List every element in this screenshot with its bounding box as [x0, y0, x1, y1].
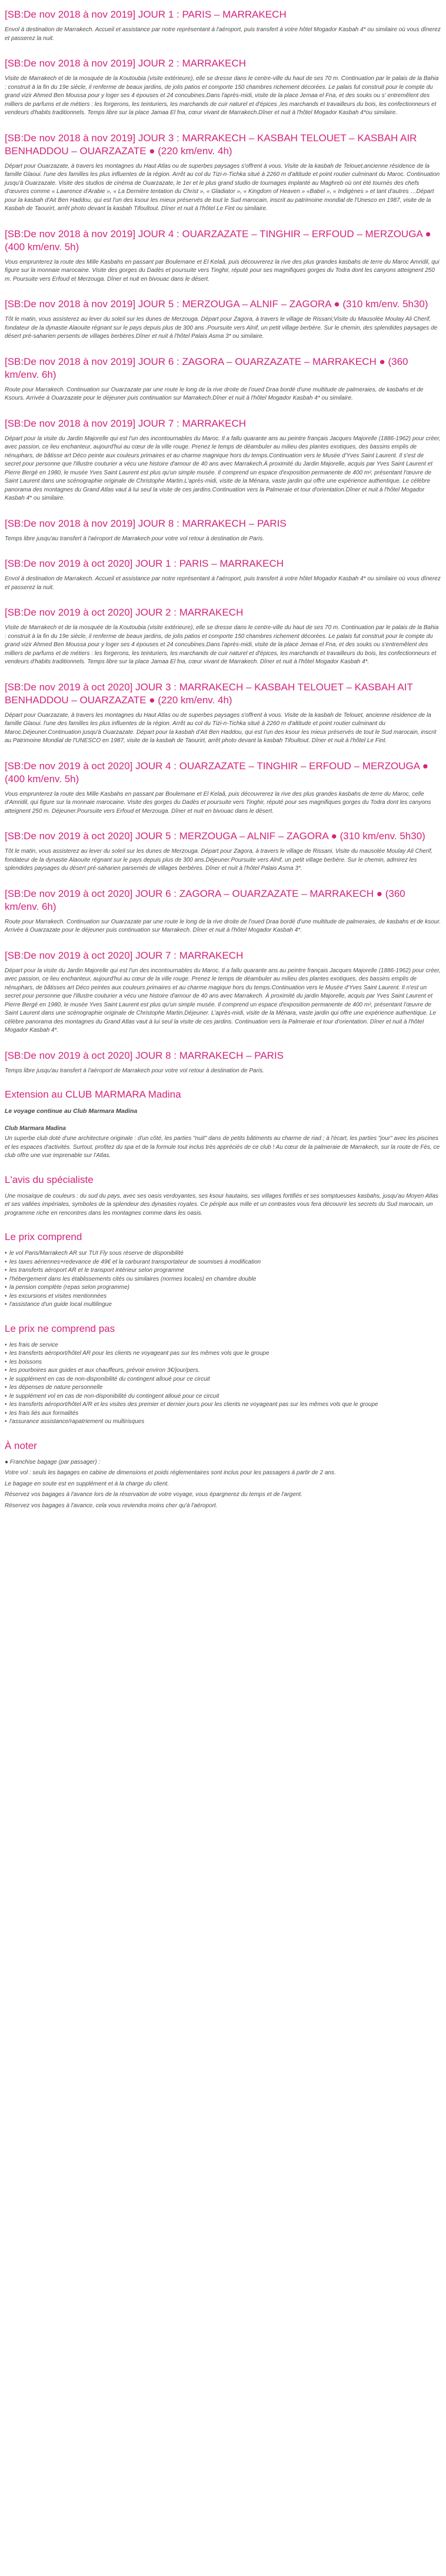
itinerary-day	[5, 124, 441, 214]
day-title: [SB:De nov 2018 à nov 2019] JOUR 1 : PARIS – MARRAKECH	[5, 9, 287, 20]
itinerary	[5, 0, 441, 1075]
list-item: • les frais liés aux formalités	[5, 1410, 441, 1418]
day-title: [SB:De nov 2019 à oct 2020] JOUR 2 : MARRAKECH	[5, 607, 244, 618]
day-title: [SB:De nov 2018 à nov 2019] JOUR 6 : ZAGORA – OUARZAZATE – MARRAKECH ● (360 km/env. 6h)	[5, 355, 408, 380]
excluded-section	[5, 1322, 441, 1427]
day-description: Départ pour Ouarzazate, à travers les montagnes du Haut Atlas ou de superbes paysages s'offrent à vous. Visite de la kasbah de Telouet, ancienne résidence de la famille Glaoui. l'une des familles les plus influentes de la région. Arrêt au col du Tizi-n-Tichka situé à 2260 m d'altitude et point routier culminant du Maroc.Déjeuner.Continuation jusqu'à Ouarzazate. Départ pour la kasbah d'Ait Ben Haddou, qui est l'un des ksour les mieux préservés de tout le Sud marocain, inscrit au Patrimoine Mondial de l'UNESCO en 1987, visite de la kasbah de Taourirt, arrêt photo devant la kasbah Tifoultout. Dîner et nuit à l'hôtel Le Fint.	[5, 712, 437, 744]
day-title: [SB:De nov 2018 à nov 2019] JOUR 2 : MARRAKECH	[5, 58, 247, 69]
itinerary-day	[5, 49, 441, 118]
itinerary-day	[5, 0, 441, 43]
note-line: Le bagage en soute est en supplément et à la charge du client.	[5, 1480, 169, 1487]
itinerary-day	[5, 409, 441, 503]
club-name: Club Marmara Madina	[5, 1125, 66, 1132]
list-item: • la pension complète (repas selon programme)	[5, 1284, 441, 1292]
itinerary-day	[5, 347, 441, 403]
day-title: [SB:De nov 2018 à nov 2019] JOUR 5 : MERZOUGA – ALNIF – ZAGORA ● (310 km/env. 5h30)	[5, 298, 428, 310]
day-title: [SB:De nov 2019 à oct 2020] JOUR 5 : MERZOUGA – ALNIF – ZAGORA ● (310 km/env. 5h30)	[5, 830, 425, 842]
day-description: Envol à destination de Marrakech. Accueil et assistance par notre représentant à l'aéroport, puis transfert à votre hôtel Mogador Kasbah 4* ou similaire où vous dînerez et passerez la nuit.	[5, 576, 441, 591]
extension-section	[5, 1088, 441, 1161]
notes-lines	[5, 1458, 441, 1511]
included-list	[5, 1249, 441, 1309]
day-description: Tôt le matin, vous assisterez au lever du soleil sur les dunes de Merzouga. Départ pour Zagora, à travers le village de Rissani. Visite du mausolée Moulay Ali Cherif, fondateur de la dynastie Alaouite régnant sur le pays depuis plus de 300 ans.Déjeuner.Poursuite vers Alnif, un petit village berbère. Sur le chemin, admirez les splendides paysages du désert pré-saharien parsemés de villages berbères. Dîner et nuit à l'hôtel Palais Asma 3*.	[5, 848, 433, 872]
list-item: • les frais de service	[5, 1341, 441, 1350]
notes-title: À noter	[5, 1440, 37, 1451]
day-description: Envol à destination de Marrakech. Accueil et assistance par notre représentant à l'aéroport, puis transfert à votre hôtel Mogador Kasbah 4* ou similaire où vous dînerez et passerez la nuit.	[5, 26, 441, 42]
day-title: [SB:De nov 2019 à oct 2020] JOUR 7 : MARRAKECH	[5, 949, 244, 961]
specialist-text: Une mosaïque de couleurs : du sud du pays, avec ses oasis verdoyantes, ses ksour hautains, ses villages fortifiés et ses somptueuses kasbahs, jusqu'au Moyen Atlas et ses vallées impériales, symboles de la splendeur des dynasties royales. Ce périple aux mille et un contrastes vous fera découvrir les secrets du Sud marocain, un programme riche en rencontres dans les montagnes comme dans les oasis.	[5, 1192, 438, 1216]
note-line: ● Franchise bagage (par passager) :	[5, 1458, 101, 1465]
list-item: • les excursions et visites mentionnées	[5, 1292, 441, 1301]
day-title: [SB:De nov 2019 à oct 2020] JOUR 3 : MARRAKECH – KASBAH TELOUET – KASBAH AIT BENHADDOU – OUARZAZATE ● (220 km/env. 4h)	[5, 681, 413, 706]
list-item: • l'hébergement dans les établissements cités ou similaires (normes locales) en chambre double	[5, 1275, 441, 1284]
itinerary-day	[5, 673, 441, 746]
list-item: • le supplément en cas de non-disponibilité du contingent alloué pour ce circuit	[5, 1375, 441, 1384]
list-item: • le supplément vol en cas de non-disponibilité du contingent alloué pour ce circuit	[5, 1392, 441, 1401]
itinerary-day	[5, 752, 441, 816]
itinerary-day	[5, 598, 441, 667]
list-item: • les dépenses de nature personnelle	[5, 1384, 441, 1392]
note-line: Votre vol : seuls les bagages en cabine de dimensions et poids réglementaires sont inclus pour les passagers à partir de 2 ans.	[5, 1470, 336, 1476]
day-description: Temps libre jusqu'au transfert à l'aéroport de Marrakech pour votre vol retour à destination de Paris.	[5, 1067, 264, 1074]
itinerary-day	[5, 822, 441, 873]
list-item: • les taxes aériennes+redevance de 49€ et la carburant transportateur de soumises à modification	[5, 1258, 441, 1267]
itinerary-day	[5, 941, 441, 1035]
included-title: Le prix comprend	[5, 1231, 82, 1242]
excluded-title: Le prix ne comprend pas	[5, 1322, 115, 1334]
day-title: [SB:De nov 2019 à oct 2020] JOUR 6 : ZAGORA – OUARZAZATE – MARRAKECH ● (360 km/env. 6h)	[5, 888, 405, 912]
day-title: [SB:De nov 2018 à nov 2019] JOUR 4 : OUARZAZATE – TINGHIR – ERFOUD – MERZOUGA ● (400 km/env. 5h)	[5, 228, 431, 252]
list-item: • l'assistance d'un guide local multilingue	[5, 1301, 441, 1309]
day-title: [SB:De nov 2019 à oct 2020] JOUR 8 : MARRAKECH – PARIS	[5, 1049, 284, 1061]
day-title: [SB:De nov 2019 à oct 2020] JOUR 4 : OUARZAZATE – TINGHIR – ERFOUD – MERZOUGA ● (400 km/env. 5h)	[5, 760, 429, 785]
included-section	[5, 1231, 441, 1309]
list-item: • les transferts aéroport/hôtel AR pour les clients ne voyageant pas sur les mêmes vols que le groupe	[5, 1350, 441, 1358]
note-line: Réservez vos bagages à l'avance lors de la réservation de votre voyage, vous épargnerez du temps et de l'argent.	[5, 1491, 302, 1498]
excluded-list	[5, 1341, 441, 1427]
extension-title: Extension au CLUB MARMARA Madina	[5, 1089, 181, 1100]
day-title: [SB:De nov 2018 à nov 2019] JOUR 7 : MARRAKECH	[5, 417, 247, 429]
itinerary-day	[5, 220, 441, 284]
note-line: Réservez vos bagages à l'avance, cela vous reviendra moins cher qu'à l'aéroport.	[5, 1502, 218, 1509]
day-description: Départ pour la visite du Jardin Majorelle qui est l'un des incontournables du Maroc. Il a fallu quarante ans au peintre français Jacques Majorelle (1886-1962) pour créer, avec passion, ce lieu enchanteur, aujourd'hui au cœur de la ville rouge. Prenez le temps de déambuler au milieu des plantes exotiques, des bassins emplis de nénuphars, de bâtisses art Déco peintes aux couleurs primaires et au charme magique hors du temps.Continuation vers le Musée d'Yves Saint Laurent. Il n'est un secret pour personne que l'illustre couturier a vécu une histoire d'amour de 40 ans avec Marrakech. À proximité du jardin Majorelle, acquis par Yves Saint Laurent et Pierre Bergé en 1980, le musée Yves Saint Laurent est plus qu'un simple musée. Il comprend un espace d'exposition permanente de 400 m², présentant l'œuvre de Saint Laurent dans une scénographie originale de Christophe Martin.Déjeuner. L'après-midi, visite de la Ménara, vaste jardin qui offre une expérience authentique. Le célèbre panorama des montagnes du Grand Atlas vaut à lui seul la visite de ces jardins. Continuation vers la Palmeraie et tour d'orientation. Dîner et nuit à l'hôtel Mogador Kasbah 4*.	[5, 967, 441, 1033]
day-description: Tôt le matin, vous assisterez au lever du soleil sur les dunes de Merzouga. Départ pour Zagora, à travers le village de Rissani;Visite du Mausolée Moulay Ali Cherif, fondateur de la dynastie Alaouite régnant sur le pays depuis plus de 300 ans .Poursuite vers Alnif, un petit village berbère. Sur le chemin, des splendides paysages de désert pré-saharien persents de villages berbères.Dîner et nuit à l'hôtel Palais Asma 3* ou similaire.	[5, 316, 438, 340]
day-title: [SB:De nov 2019 à oct 2020] JOUR 1 : PARIS – MARRAKECH	[5, 558, 284, 569]
itinerary-day	[5, 290, 441, 341]
itinerary-day	[5, 549, 441, 592]
specialist-section	[5, 1174, 441, 1218]
day-description: Route pour Marrakech. Continuation sur Ouarzazate par une route le long de la rive droite de l'oued Draa bordé d'une multitude de palmeraies, de kasbahs et de ksour. Arrivée à Ouarzazate pour le déjeuner puis continuation sur Marrakech. Dîner et nuit à l'hôtel Mogador Kasbah 4*.	[5, 918, 441, 933]
day-title: [SB:De nov 2018 à nov 2019] JOUR 8 : MARRAKECH – PARIS	[5, 517, 287, 529]
itinerary-day	[5, 509, 441, 544]
list-item: • les pourboires aux guides et aux chauffeurs, prévoir environ 3€/jour/pers.	[5, 1367, 441, 1375]
day-description: Visite de Marrakech et de la mosquée de la Koutoubia (visite extérieure), elle se dresse dans le centre-ville du haut de ses 70 m. Continuation par le palais de la Bahia : construit à la fin du 19e siècle, il renferme de beaux jardins, de jolis patios et comporte 150 chambres richement décorées. Le palais fut construit pour le compte du grand vizir Ahmed Ben Moussa pour y loger ses 4 épouses et 24 concubines.Dans l'après-midi, visite de la place Jemaa el Fna, et des souks ou s'entremêlent des milliers de parfums et de métiers : les forgerons, les teinturiers, les marchands de cuir naturel et d'épices, les marchands et travailleurs du bois, les confectionneurs et vendeurs d'habits traditionnels. Temps libre sur la place Jamaa El fna, cœur vivant de Marrakech. Dîner et nuit à l'hôtel Mogador Kasbah 4*.	[5, 624, 439, 665]
specialist-title: L'avis du spécialiste	[5, 1174, 94, 1185]
day-description: Départ pour Ouarzazate, à travers les montagnes du Haut Atlas ou de superbes paysages s'offrent à vous. Visite de la kasbah de Telouet,ancienne résidence de la famille Glaoui. l'une des familles les plus influentes de la région. Arrêt au col du Tizi-n-Tichka situé à 2260 m d'altitude et point routier culminant du Maroc. Continuation jusqu'à Ouarzazate. Visite des studios de cinéma de Ouarzazate, le 1er et le plus grand studio de tournages implanté au Maghreb où ont été tournés des chefs d'œuvres comme « Lawrence d'Arabie », « La Dernière tentation du Christ », « Gladiator », « Kingdom of Heaven » «Babel », « Indigènes » et tant d'autres …Départ pour la kasbah d'Ait Ben Haddou, qui est l'un des ksour les mieux préservés de tout le Sud marocain, inscrit au patrimoine mondial de l'Unesco en 1987, visite de la Kasbah de Taourirt, arrêt photo devant la kasbah Tifoultout. Dîner et nuit à l'hôtel Le Fint ou similaire.	[5, 162, 440, 212]
list-item: • les transferts aéroport AR et le transport intérieur selon programme	[5, 1267, 441, 1275]
day-description: Route pour Marrakech. Continuation sur Ouarzazate par une route le long de la rive droite de l'oued Draa bordé d'une multitude de palmeraies, de kasbahs et de Ksours. Arrivée à Ouarzazate pour le déjeuner puis continuation sur Marrakech.Dîner et nuit à l'hôtel Mogador Kasbah 4* ou similaire.	[5, 386, 424, 401]
list-item: • les boissons	[5, 1358, 441, 1367]
day-description: Temps libre jusqu'au transfert à l'aéroport de Marrakech pour votre vol retour à destination de Paris.	[5, 535, 264, 542]
day-description: Départ pour la visite du Jardin Majorelle qui est l'un des incontournables du Maroc. Il a fallu quarante ans au peintre français Jacques Majorelle (1886-1962) pour créer, avec passion, ce lieu enchanteur, aujourd'hui au cœur de la ville rouge. Prenez le temps de déambuler au milieu des plantes exotiques, des bassins emplis de nénuphars, de bâtisse art Déco peinte aux couleurs primaires et au charme magnique hors du temps.Continuation vers le Musée d'Yves Saint Laurent. Il s'est de secret pour personne que l'illustre couturier a vécu une histoire d'amour de 40 ans avec Marrakech.À proximité du Jardin Majorelle, acquis par Yves Saint Laurent et Pierre Bergé en 1980, le musée Yves Saint Laurent est plus qu'un simple musée. Il comprend un espace d'exposition permanente de 400 m², présentant l'œuvre de Saint Laurent dans une scénographie originale de Christophe Martin.L'après-midi, visite de la Ménara, vaste jardin qui offre une expérience authentique. Le célèbre panorama des montagnes du Grand Atlas vaut à lui seul la visite de ces jardins.Continuation vers la Palmeraie et tour d'orientation.Dîner et nuit à l'hôtel Mogador Kasbah 4* ou similaire.	[5, 435, 441, 501]
list-item: • l'assurance assistance/rapatriement ou multirisques	[5, 1418, 441, 1427]
extension-subtitle: Le voyage continue au Club Marmara Madina	[5, 1108, 138, 1115]
itinerary-day	[5, 879, 441, 935]
day-description: Visite de Marrakech et de la mosquée de la Koutoubia (visite extérieure), elle se dresse dans le centre-ville du haut de ses 70 m. Continuation par le palais de la Bahia : construit à la fin du 19e siècle, il renferme de beaux jardins, de jolis patios et comporte 150 chambres richement décorées. Le palais fut construit pour le compte du grand vizir Ahmed Ben Moussa pour y loger ses 4 épouses et 24 concubines.Dans l'après-midi, visite de la place Jemaa el Fna, et des souks ou s' entremêlent des milliers de parfums et de métiers : les forgerons, les teinturiers, les marchands de cuir naturel et d'épices ,les marchands et travailleurs du bois, les confectionneurs et vendeurs d'habits traditionnels. Temps libre sur la place Jamaa El fna, cœur vivant de Marrakech.Dîner et nuit à l'hôtel Mogador Kasbah 4*ou similaire.	[5, 75, 439, 116]
day-description: Vous emprunterez la route des Mille Kasbahs en passant par Boulemane et El Kelaâ, puis découvrerez la rive des plus grandes kasbahs de terre du Maroc, celle d'Amridil, qui figure sur la monnaie marocaine. Visite des gorges du Dadès et poursuite vers Tinghir, réputé pour ses magnifiques gorges du Todra dont les canyons atteignent 250 m. Déjeuner.Poursuite vers Erfoud et Merzouga. Dîner et nuit en bivouac dans le désert.	[5, 790, 431, 815]
list-item: • les transferts aéroport/hôtel A/R et les visites des premier et dernier jours pour les clients ne voyageant pas sur les mêmes vols que le groupe	[5, 1401, 441, 1410]
day-title: [SB:De nov 2018 à nov 2019] JOUR 3 : MARRAKECH – KASBAH TELOUET – KASBAH AIR BENHADDOU – OUARZAZATE ● (220 km/env. 4h)	[5, 132, 417, 157]
club-description: Un superbe club doté d'une architecture originale : d'un côté, les parties "nuit" dans de petits bâtiments au charme de riad ; à l'écart, les parties "jour" avec les piscines et les espaces d'activités. Surtout, profitez du spa et de la formule tout inclus très appréciés de ce club ! Au cœur de la palmeraie de Marrakech, sur la route de Fès, ce club offre une vue imprenable sur l'Atlas.	[5, 1135, 440, 1159]
notes-section	[5, 1440, 441, 1511]
itinerary-day	[5, 1041, 441, 1076]
day-description: Vous emprunterez la route des Mille Kasbahs en passant par Boulemane et El Kelaâ, puis découvrerez la rive des plus grandes kasbahs de terre du Maroc Amridil, qui figure sur la monnaie marocaine. Visite des gorges du Dadès et poursuite vers Tinghir, réputé pour ses magnifiques gorges du Todra dont les canyons atteignent 250 m. Poursuite vers Erfoud et Merzouga. Dîner et nuit en bivouac dans le désert.	[5, 258, 440, 282]
list-item: • le vol Paris/Marrakech AR sur TUI Fly sous réserve de disponibilité	[5, 1249, 441, 1258]
